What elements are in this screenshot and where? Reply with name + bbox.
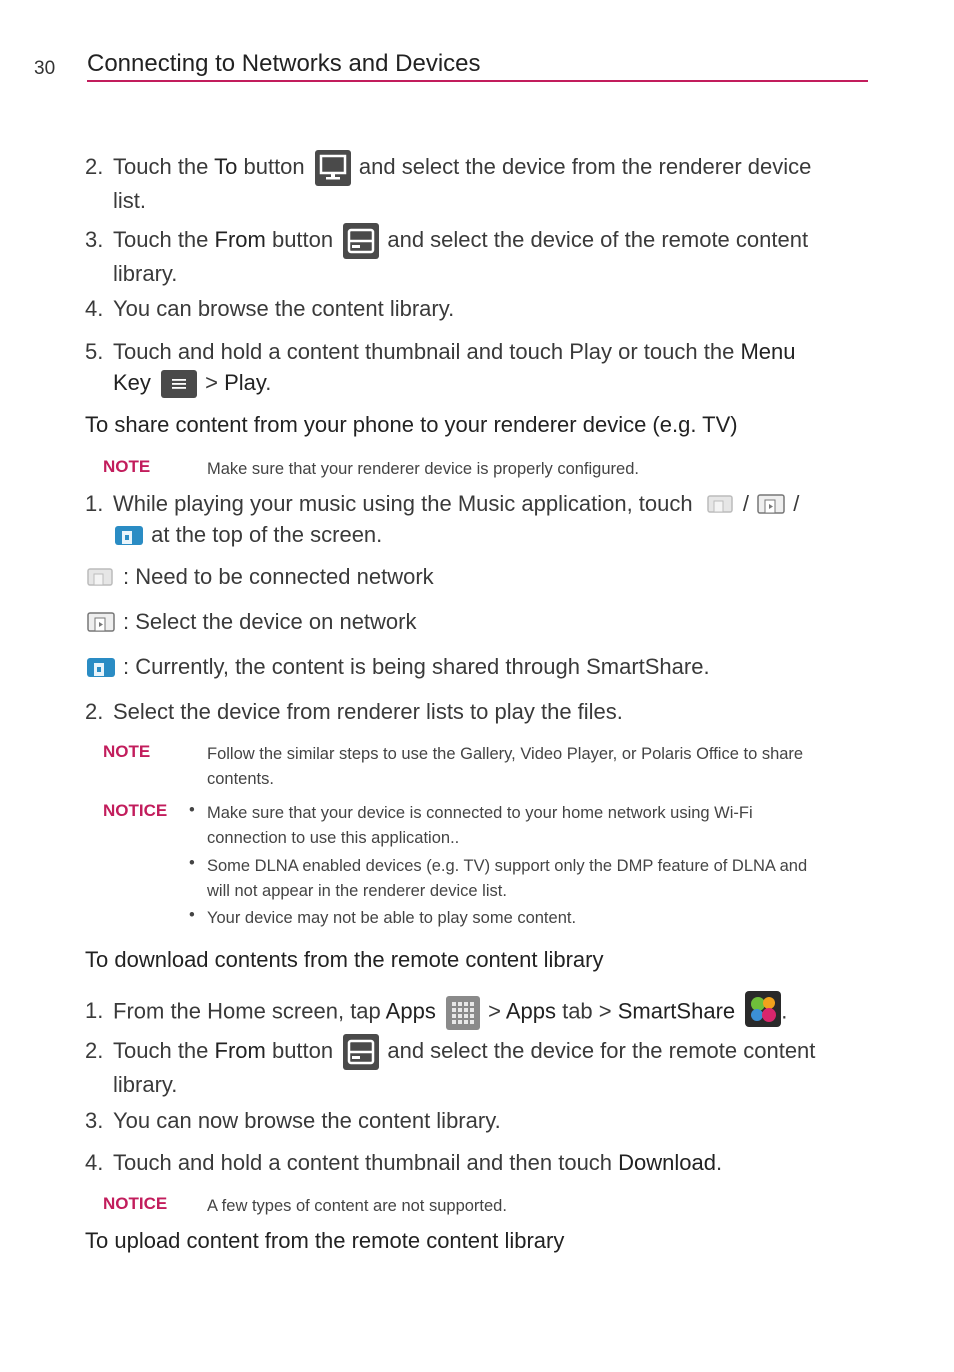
share-note-2: NOTE Follow the similar steps to use the Gallery, Video Player, or Polaris Office to share contents. xyxy=(103,742,804,788)
notice-item: Make sure that your device is connected to your home network using Wi-Fi connection to use this application.. xyxy=(207,804,753,847)
play-step-4: 4. You can browse the content library. xyxy=(85,296,455,321)
to-label: To xyxy=(214,153,238,179)
page-number: 30 xyxy=(34,58,56,79)
legend-select: : Select the device on network xyxy=(85,607,417,636)
legend-sharing: : Currently, the content is being shared through SmartShare. xyxy=(85,652,710,681)
renderer-sharing-icon xyxy=(113,523,145,549)
to-button-icon xyxy=(315,150,351,186)
download-step-2: 2. Touch the From button and select the device for the remote content library. xyxy=(85,1034,875,1099)
share-step-2: 2. Select the device from renderer lists to play the files. xyxy=(85,699,623,724)
bullet-icon: • xyxy=(189,801,195,819)
play-step-3: 3. Touch the From button and select the device of the remote content library. xyxy=(85,223,875,288)
from-button-icon xyxy=(343,1034,379,1070)
from-button-icon xyxy=(343,223,379,259)
renderer-sharing-icon xyxy=(85,655,117,681)
play-step-2: 2. Touch the To button and select the device from the renderer device list. xyxy=(85,150,875,215)
from-label: From xyxy=(214,226,266,252)
download-step-4: 4. Touch and hold a content thumbnail and then touch Download. xyxy=(85,1150,723,1175)
notice-item: Some DLNA enabled devices (e.g. TV) support only the DMP feature of DLNA and will not appear in the renderer device list. xyxy=(207,857,808,900)
share-notice: NOTICE • Make sure that your device is connected to your home network using Wi-Fi connection to use this application.. • Some DLNA enabled devices (e.g. TV) support only the DMP feature of DLNA and will not appear in the renderer device list. • Your device may not be able to play some content. xyxy=(85,801,875,931)
share-heading: To share content from your phone to your renderer device (e.g. TV) xyxy=(85,412,738,437)
renderer-disconnected-icon xyxy=(705,492,737,518)
renderer-select-icon xyxy=(755,492,787,518)
smartshare-icon xyxy=(745,991,781,1034)
share-step-1: 1. While playing your music using the Music application, touch / / at the top of the screen. xyxy=(85,489,875,549)
download-heading: To download contents from the remote content library xyxy=(85,947,604,972)
download-step-3: 3. You can now browse the content library. xyxy=(85,1108,501,1133)
upload-heading: To upload content from the remote content library xyxy=(85,1228,565,1253)
download-step-1: 1. From the Home screen, tap Apps > Apps tab > SmartShare . xyxy=(85,991,875,1034)
renderer-select-icon xyxy=(85,610,117,636)
bullet-icon: • xyxy=(189,854,195,872)
menu-key-icon xyxy=(161,370,197,398)
download-notice: NOTICE A few types of content are not supported. xyxy=(103,1194,507,1215)
bullet-icon: • xyxy=(189,906,195,924)
legend-disconnected: : Need to be connected network xyxy=(85,562,434,591)
play-step-5: 5. Touch and hold a content thumbnail and touch Play or touch the Menu Key > Play. xyxy=(85,337,875,398)
renderer-disconnected-icon xyxy=(85,565,117,591)
step-number: 2. xyxy=(85,153,104,179)
apps-grid-icon xyxy=(446,996,480,1030)
notice-item: Your device may not be able to play some content. xyxy=(207,909,577,927)
page-title: Connecting to Networks and Devices xyxy=(87,50,868,82)
share-note: NOTE Make sure that your renderer device is properly configured. xyxy=(103,457,639,478)
